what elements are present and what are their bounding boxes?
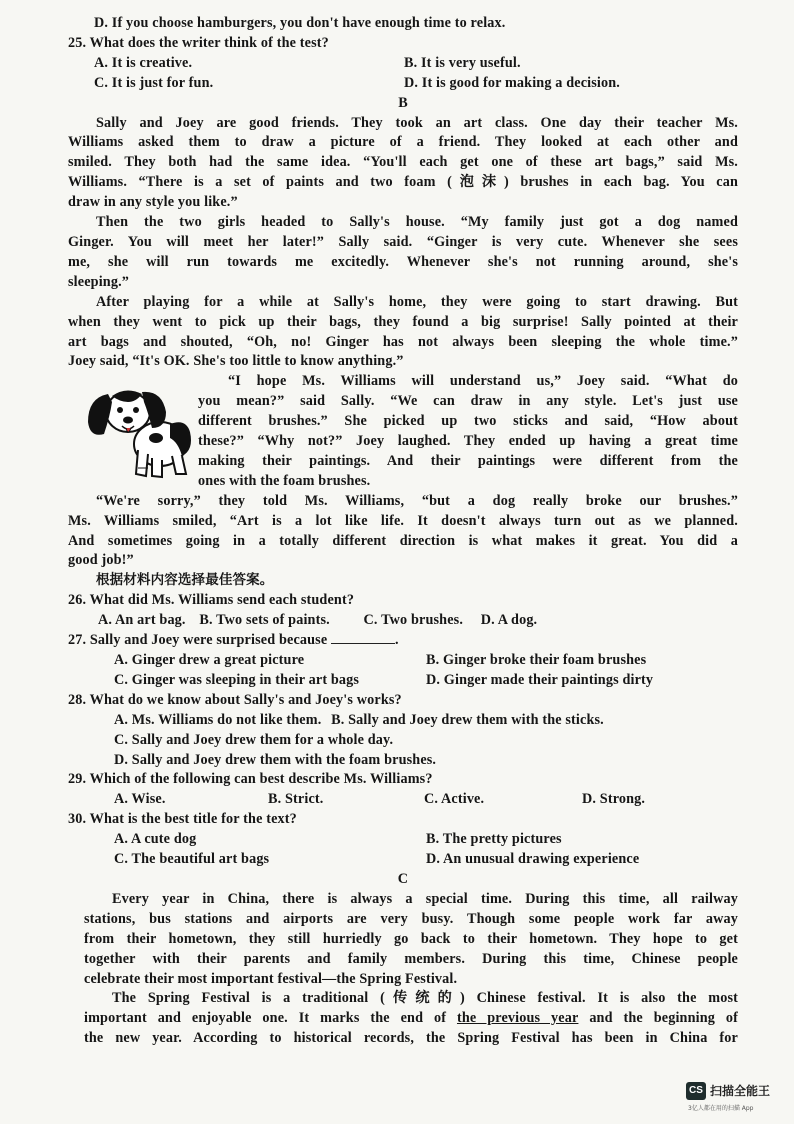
text-line: the new year. According to historical records, the Spring Festival has been in China for xyxy=(84,1030,738,1047)
text-line: these?” “Why not?” Joey laughed. They ended up having a great time xyxy=(198,433,738,450)
q27-options-row2 xyxy=(68,671,738,691)
question-27-period: . xyxy=(395,632,399,649)
q29-option-b: B. Strict. xyxy=(268,791,324,808)
text-line: when they went to pick up their bags, they found a big surprise! Sally pointed at their xyxy=(68,313,738,330)
question-29: 29. Which of the following can best describe Ms. Williams? xyxy=(68,771,433,788)
q27-option-b: B. Ginger broke their foam brushes xyxy=(426,652,647,668)
text-line: The Spring Festival is a traditional (传统的) Chinese festival. It is also the most xyxy=(112,990,738,1007)
q29-option-a: A. Wise. xyxy=(114,791,166,808)
text-line: Every year in China, there is always a special time. During this time, all railway xyxy=(112,890,738,907)
passage-b-paragraph-3 xyxy=(68,293,738,373)
passage-b-paragraph-2 xyxy=(68,213,738,293)
question-27-text: 27. Sally and Joey were surprised because xyxy=(68,632,328,649)
text-line: different brushes.” She picked up two sticks and said, “How about xyxy=(198,413,738,430)
q26-option-b: B. Two sets of paints. xyxy=(199,612,330,629)
scanner-app-slogan: 3亿人都在用的扫描 App xyxy=(688,1105,754,1112)
q30-option-b: B. The pretty pictures xyxy=(426,831,562,848)
q30-option-a: A. A cute dog xyxy=(114,831,197,848)
section-b-heading: B xyxy=(398,94,408,111)
text-line: Joey said, “It's OK. She's too little to know anything.” xyxy=(68,353,404,370)
scanner-watermark xyxy=(684,1080,794,1120)
q26-option-c: C. Two brushes. xyxy=(363,612,464,629)
q27-option-c: C. Ginger was sleeping in their art bags xyxy=(114,671,360,688)
text-line-underlined xyxy=(84,1009,738,1029)
underlined-phrase: the previous year xyxy=(456,1010,579,1027)
text-line: Sally and Joey are good friends. They took an art class. One day their teacher Ms. xyxy=(96,114,738,131)
text-line: smiled. They both had the same idea. “You'll each get one of these art bags,” said Ms. xyxy=(68,154,738,171)
q28-option-b: B. Sally and Joey drew them with the sticks. xyxy=(331,711,604,728)
q26-option-d: D. A dog. xyxy=(480,612,538,629)
text-line: “I hope Ms. Williams will understand us,” Joey said. “What do xyxy=(228,373,738,390)
text-line: draw in any style you like.” xyxy=(68,194,238,211)
q30-options-row1 xyxy=(68,830,738,850)
text-line: art bags and shouted, “Oh, no! Ginger has not always been sleeping the whole time.” xyxy=(68,333,738,350)
text-line: celebrate their most important festival—the Spring Festival. xyxy=(84,970,458,987)
q27-option-a: A. Ginger drew a great picture xyxy=(114,652,305,668)
passage-c-paragraph-2 xyxy=(68,989,738,1049)
text-line: together with their parents and family members. During this time, Chinese people xyxy=(84,950,738,967)
exam-page xyxy=(68,14,738,1049)
text-line: Williams asked them to draw a picture of a friend. They looked at each other and xyxy=(68,134,738,151)
text-line: stations, bus stations and airports are very busy. Though some people work far away xyxy=(84,910,738,927)
q28-option-a: A. Ms. Williams do not like them. xyxy=(114,711,322,728)
q30-options-row2 xyxy=(68,850,738,870)
q25-option-b: B. It is very useful. xyxy=(404,54,521,71)
text-line: And sometimes going in a totally different direction is what makes it great. You did a xyxy=(68,532,738,549)
answer-blank xyxy=(331,631,395,644)
question-30: 30. What is the best title for the text? xyxy=(68,811,297,828)
dog-illustration xyxy=(82,372,198,482)
q30-option-d: D. An unusual drawing experience xyxy=(426,851,640,868)
text-line: ones with the foam brushes. xyxy=(198,472,371,489)
scanner-app-name: 扫描全能王 xyxy=(710,1084,771,1098)
cs-logo-icon: CS xyxy=(686,1082,706,1100)
text-fragment: important and enjoyable one. It marks the end of xyxy=(84,1010,447,1027)
question-28: 28. What do we know about Sally's and Joey's works? xyxy=(68,691,402,708)
text-line: Ms. Williams smiled, “Art is a lot like life. It doesn't always turn out as we planned. xyxy=(68,512,738,529)
passage-b-paragraph-5 xyxy=(68,492,738,572)
q27-option-d: D. Ginger made their paintings dirty xyxy=(426,671,654,688)
q29-options xyxy=(68,790,738,810)
q27-options-row1 xyxy=(68,651,738,671)
text-line: good job!” xyxy=(68,552,134,569)
text-line: “We're sorry,” they told Ms. Williams, “but a dog really broke our brushes.” xyxy=(96,492,738,509)
text-line: Then the two girls headed to Sally's house. “My family just got a dog named xyxy=(96,214,738,231)
passage-c-paragraph-1 xyxy=(68,890,738,990)
q29-option-c: C. Active. xyxy=(424,791,485,808)
text-line: sleeping.” xyxy=(68,273,130,290)
q25-option-a: A. It is creative. xyxy=(94,54,193,71)
text-line: from their hometown, they still hurriedly go back to their hometown. They hope to get xyxy=(84,930,738,947)
q26-options xyxy=(68,611,738,631)
q25-option-d: D. It is good for making a decision. xyxy=(404,74,621,91)
q25-option-c: C. It is just for fun. xyxy=(94,74,214,91)
q28-options-row1 xyxy=(68,711,738,731)
q25-options-row1 xyxy=(68,54,738,74)
passage-b-paragraph-1 xyxy=(68,114,738,214)
q28-option-c: C. Sally and Joey drew them for a whole day. xyxy=(114,731,394,748)
q24-option-d: D. If you choose hamburgers, you don't have enough time to relax. xyxy=(94,15,506,31)
instruction: 根据材料内容选择最佳答案。 xyxy=(96,572,274,589)
q26-option-a: A. An art bag. xyxy=(98,612,186,629)
text-line: making their paintings. And their paintings were different from the xyxy=(198,452,738,469)
text-fragment: and the beginning of xyxy=(589,1010,738,1027)
text-line: me, she will run towards me excitedly. Whenever she's not running around, she's xyxy=(68,253,738,270)
passage-b-paragraph-4 xyxy=(68,372,738,491)
text-line: Williams. “There is a set of paints and two foam (泡沫) brushes in each bag. You can xyxy=(68,174,738,191)
question-27 xyxy=(68,631,738,651)
q28-option-d: D. Sally and Joey drew them with the foam brushes. xyxy=(114,751,437,768)
q29-option-d: D. Strong. xyxy=(582,791,646,808)
text-line: After playing for a while at Sally's home, they were going to start drawing. But xyxy=(96,293,738,310)
text-line: Ginger. You will meet her later!” Sally said. “Ginger is very cute. Whenever she sees xyxy=(68,233,738,250)
question-26: 26. What did Ms. Williams send each student? xyxy=(68,592,355,609)
section-c-heading: C xyxy=(397,870,409,887)
q30-option-c: C. The beautiful art bags xyxy=(114,851,270,868)
q25-options-row2 xyxy=(68,74,738,94)
question-25: 25. What does the writer think of the test? xyxy=(68,34,329,51)
text-line: you mean?” said Sally. “We can draw in any style. Let's just use xyxy=(198,393,738,410)
